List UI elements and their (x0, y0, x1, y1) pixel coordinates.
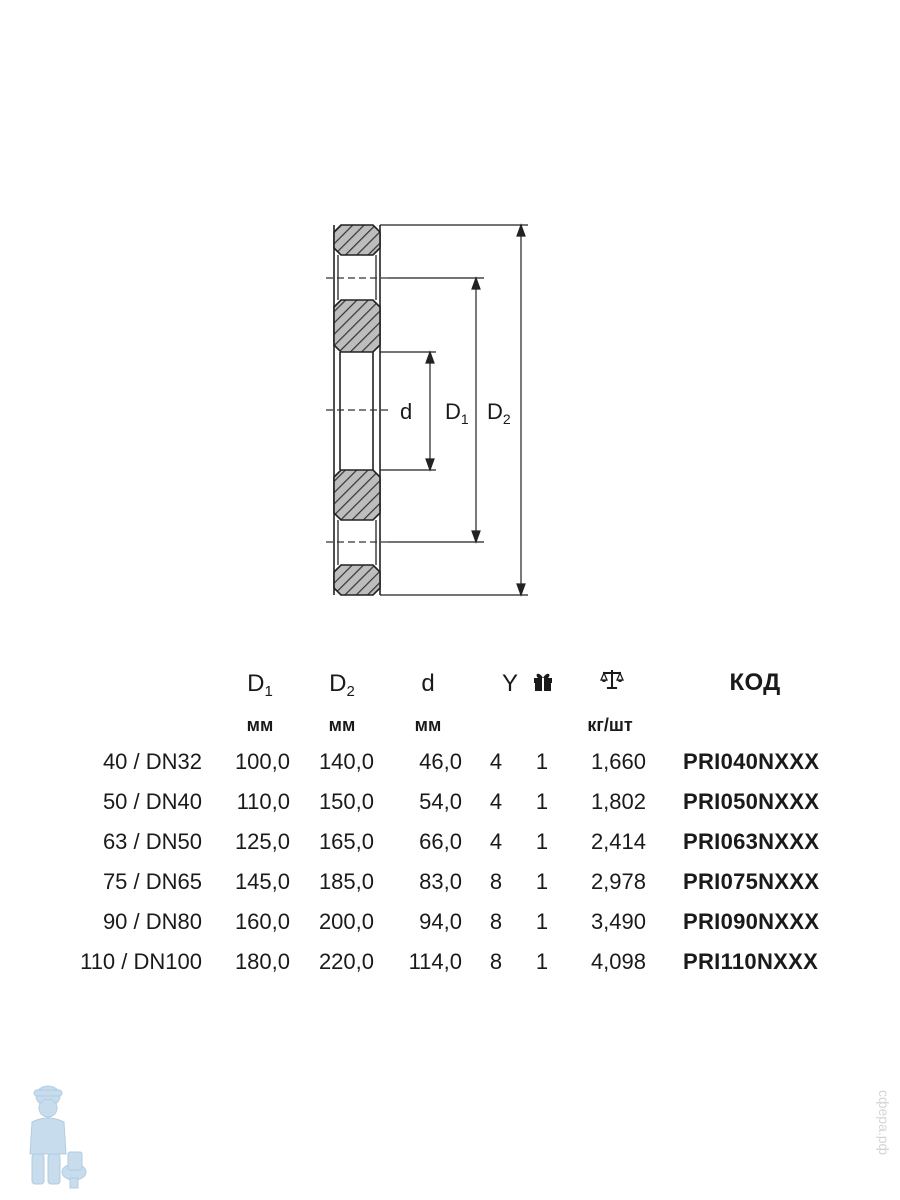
cell-code: PRI075NXXX (683, 869, 820, 894)
cell-Y: 8 (489, 869, 503, 894)
cell-D2: 150,0 (318, 789, 374, 814)
cell-D1: 160,0 (234, 909, 290, 934)
scales-icon (600, 668, 624, 690)
cell-D2: 165,0 (318, 829, 374, 854)
cell-D2: 185,0 (318, 869, 374, 894)
cell-d: 54,0 (419, 789, 462, 814)
cell-size: 75 / DN65 (102, 869, 202, 894)
site-watermark: сфера.рф (876, 1090, 892, 1156)
cell-size: 50 / DN40 (102, 789, 202, 814)
cell-pack: 1 (535, 909, 549, 934)
cell-weight: 1,802 (590, 789, 646, 814)
cell-d: 94,0 (419, 909, 462, 934)
cell-d: 83,0 (419, 869, 462, 894)
cell-pack: 1 (535, 869, 549, 894)
cell-d: 66,0 (419, 829, 462, 854)
cell-d: 46,0 (419, 749, 462, 774)
cell-Y: 4 (489, 789, 503, 814)
header-code: КОД (729, 669, 781, 696)
header-Y: Y (501, 670, 518, 697)
cell-Y: 8 (489, 909, 503, 934)
cell-size: 40 / DN32 (102, 749, 202, 774)
unit-weight: кг/шт (587, 715, 633, 735)
unit-D1: мм (246, 715, 274, 735)
cell-d: 114,0 (408, 949, 462, 974)
cell-pack: 1 (535, 749, 549, 774)
cell-size: 110 / DN100 (80, 949, 202, 974)
cell-code: PRI110NXXX (683, 949, 819, 974)
cell-weight: 3,490 (590, 909, 646, 934)
cell-D1: 125,0 (234, 829, 290, 854)
dim-label-d: d (400, 399, 413, 424)
unit-d: мм (414, 715, 442, 735)
gift-box-icon (532, 670, 554, 692)
cell-Y: 8 (489, 949, 503, 974)
cell-code: PRI050NXXX (683, 789, 820, 814)
dimension-arrows (426, 225, 525, 595)
cell-D1: 110,0 (236, 789, 290, 814)
cell-code: PRI090NXXX (683, 909, 820, 934)
cell-code: PRI040NXXX (683, 749, 820, 774)
cell-Y: 4 (489, 829, 503, 854)
cell-size: 90 / DN80 (102, 909, 202, 934)
cell-weight: 4,098 (590, 949, 646, 974)
cell-size: 63 / DN50 (102, 829, 202, 854)
header-d: d (421, 670, 435, 697)
cell-D2: 140,0 (318, 749, 374, 774)
cell-weight: 2,414 (590, 829, 646, 854)
cell-weight: 2,978 (590, 869, 646, 894)
cell-weight: 1,660 (590, 749, 646, 774)
dim-label-D1: $D_1$ (445, 399, 469, 427)
cell-D1: 180,0 (234, 949, 290, 974)
cell-code: PRI063NXXX (683, 829, 820, 854)
header-D1: $D_1$ (247, 670, 273, 700)
cell-D1: 100,0 (234, 749, 290, 774)
header-D2: $D_2$ (329, 670, 355, 700)
cell-D1: 145,0 (234, 869, 290, 894)
cell-pack: 1 (535, 829, 549, 854)
cell-D2: 200,0 (318, 909, 374, 934)
cell-pack: 1 (535, 949, 549, 974)
unit-D2: мм (328, 715, 356, 735)
cell-pack: 1 (535, 789, 549, 814)
cell-Y: 4 (489, 749, 503, 774)
plumber-mascot-icon (18, 1082, 88, 1192)
dim-label-D2: $D_2$ (487, 399, 511, 427)
cell-D2: 220,0 (318, 949, 374, 974)
